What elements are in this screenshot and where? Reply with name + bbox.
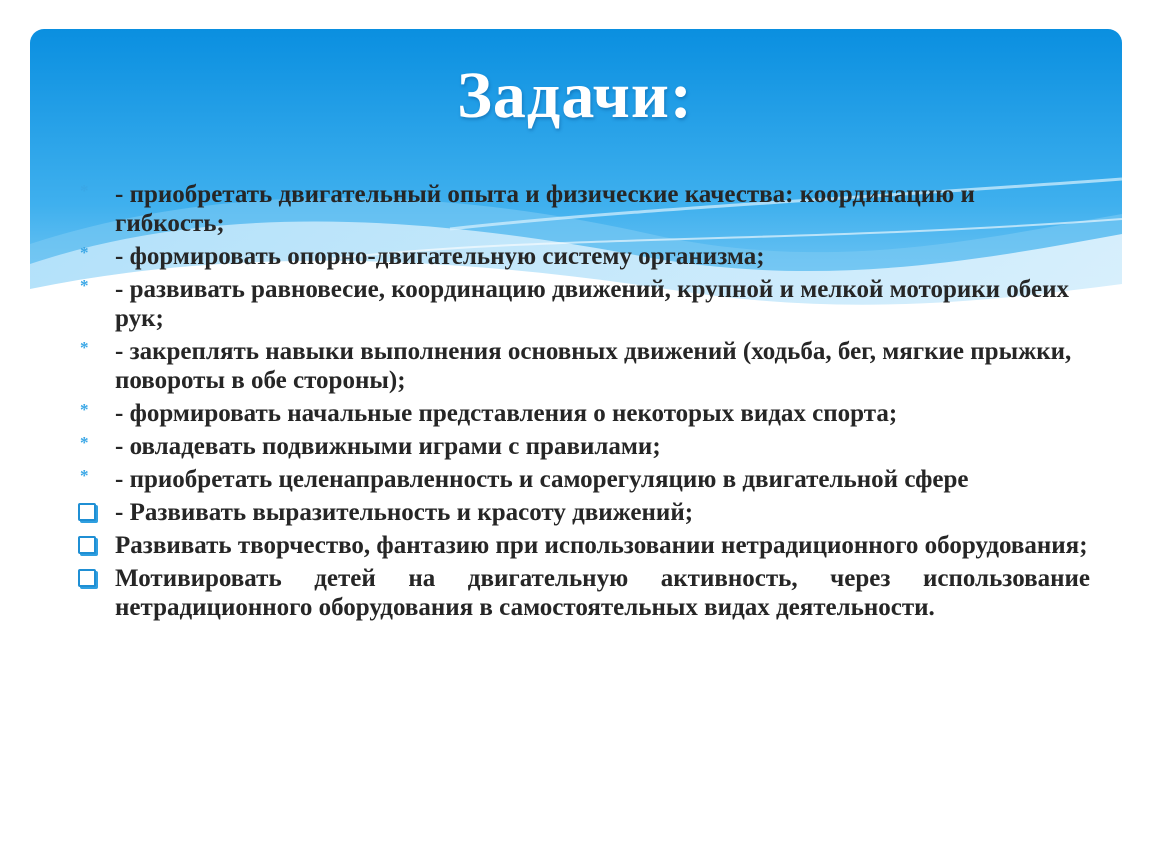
- list-item-text: - приобретать целенаправленность и саморегуляцию в двигательной сфере: [115, 466, 969, 493]
- star-icon: *: [80, 400, 89, 419]
- list-item: [78, 242, 1090, 271]
- star-icon: *: [80, 181, 89, 200]
- list-item: [78, 564, 1090, 622]
- list-item: [78, 180, 1090, 238]
- slide-title: Задачи:: [457, 59, 693, 132]
- star-icon: *: [80, 276, 89, 295]
- list-item: [78, 498, 1090, 527]
- star-icon: *: [80, 466, 89, 485]
- list-item-text: - формировать начальные представления о некоторых видах спорта;: [115, 400, 898, 427]
- list-item-text: - развивать равновесие, координацию движений, крупной и мелкой моторики обеих рук;: [115, 276, 1069, 332]
- list-item: [78, 275, 1090, 333]
- list-item-text: - овладевать подвижными играми с правилами;: [115, 433, 661, 460]
- list-item: [78, 531, 1090, 560]
- star-icon: *: [80, 433, 89, 452]
- list-item-text: Развивать творчество, фантазию при использовании нетрадиционного оборудования;: [115, 532, 1088, 559]
- star-icon: *: [80, 243, 89, 262]
- checkbox-icon: [78, 503, 96, 521]
- task-list: [78, 180, 1090, 626]
- checkbox-icon: [78, 536, 96, 554]
- list-item-text: - Развивать выразительность и красоту движений;: [115, 499, 694, 526]
- list-item-text: - формировать опорно-двигательную систему организма;: [115, 243, 765, 270]
- list-item: [78, 465, 1090, 494]
- list-item-text: - закреплять навыки выполнения основных движений (ходьба, бег, мягкие прыжки, повороты в обе стороны);: [115, 338, 1072, 394]
- list-item-text: Мотивировать детей на двигательную активность, через использование нетрадиционного оборудования в самостоятельных видах деятельности.: [115, 565, 1090, 621]
- star-icon: *: [80, 338, 89, 357]
- list-item-text: - приобретать двигательный опыта и физические качества: координацию и гибкость;: [115, 181, 975, 237]
- checkbox-icon: [78, 569, 96, 587]
- list-item: [78, 399, 1090, 428]
- list-item: [78, 337, 1090, 395]
- list-item: [78, 432, 1090, 461]
